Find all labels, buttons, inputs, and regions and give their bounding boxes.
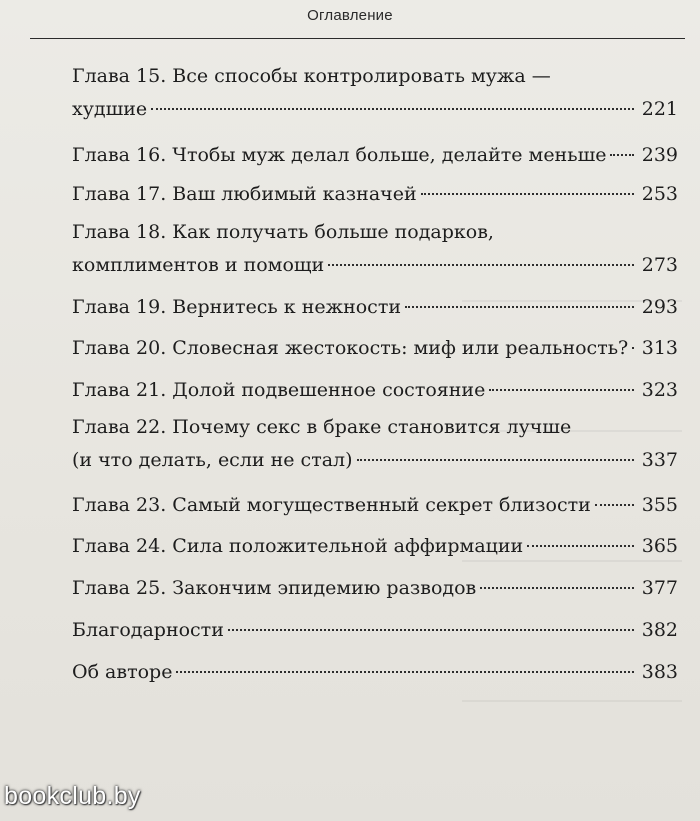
dot-leader: [421, 171, 634, 195]
toc-entry-title: (и что делать, если не стал): [72, 449, 353, 471]
dot-leader: [595, 482, 634, 506]
toc-page-number: 273: [641, 254, 678, 276]
toc-entry-chapter-15[interactable]: [72, 62, 678, 124]
dot-leader: [480, 565, 634, 589]
dot-leader: [151, 86, 634, 110]
toc-page-number: 293: [641, 296, 678, 318]
toc-entry-title: Глава 24. Сила положительной аффирмации: [72, 535, 524, 557]
toc-entry-title: Глава 23. Самый могущественный секрет близости: [72, 494, 591, 516]
toc-entry-chapter-21[interactable]: [72, 372, 678, 405]
toc-page-number: 365: [641, 535, 678, 557]
toc-page-number: 337: [641, 449, 678, 471]
toc-entry-chapter-24[interactable]: [72, 528, 678, 561]
toc-page-number: 377: [641, 577, 678, 599]
toc-entry-chapter-17[interactable]: [72, 176, 678, 209]
toc-entry-title: комплиментов и помощи: [72, 254, 325, 276]
toc-entry-chapter-16[interactable]: [72, 137, 678, 170]
dot-leader: [357, 437, 634, 461]
toc-page-number: 383: [641, 661, 678, 683]
toc-entry-title: Глава 16. Чтобы муж делал больше, делайте меньше: [72, 144, 607, 166]
toc-page-number: 221: [641, 98, 678, 120]
toc-entry-heading: Глава 15. Все способы контролировать мужа —: [72, 65, 551, 87]
dot-leader: [176, 649, 634, 673]
toc-entry-chapter-20[interactable]: [72, 330, 678, 363]
dot-leader: [632, 325, 634, 349]
toc-entry-chapter-18[interactable]: [72, 218, 678, 280]
toc-entry-title: Об авторе: [72, 661, 173, 683]
toc-entry-chapter-23[interactable]: [72, 487, 678, 520]
toc-entry-heading: Глава 22. Почему секс в браке становится лучше: [72, 416, 572, 438]
toc-entry-title: Глава 17. Ваш любимый казначей: [72, 183, 417, 205]
show-through-line: [462, 700, 682, 702]
toc-page-number: 355: [641, 494, 678, 516]
toc-entry-heading: Глава 18. Как получать больше подарков,: [72, 221, 494, 243]
toc-entry-about-author[interactable]: [72, 654, 678, 687]
dot-leader: [527, 523, 634, 547]
toc-entry-acknowledgements[interactable]: [72, 612, 678, 645]
toc-page-number: 239: [641, 144, 678, 166]
dot-leader: [610, 132, 634, 156]
toc-entry-title: худшие: [72, 98, 148, 120]
site-watermark: bookclub.by: [4, 782, 141, 810]
dot-leader: [489, 367, 634, 391]
toc-page-number: 253: [641, 183, 678, 205]
toc-page-number: 313: [641, 337, 678, 359]
toc-entry-title: Глава 20. Словесная жестокость: миф или реальность?: [72, 337, 629, 359]
header-rule: [30, 38, 685, 39]
toc-entry-title: Глава 19. Вернитесь к нежности: [72, 296, 401, 318]
toc-entry-chapter-25[interactable]: [72, 570, 678, 603]
toc-page-number: 323: [641, 379, 678, 401]
dot-leader: [228, 607, 634, 631]
toc-entry-title: Глава 21. Долой подвешенное состояние: [72, 379, 486, 401]
dot-leader: [328, 242, 634, 266]
toc-entry-title: Благодарности: [72, 619, 224, 641]
running-head: Оглавление: [307, 7, 393, 24]
toc-entry-title: Глава 25. Закончим эпидемию разводов: [72, 577, 477, 599]
dot-leader: [405, 284, 634, 308]
toc-entry-chapter-19[interactable]: [72, 289, 678, 322]
toc-page-number: 382: [641, 619, 678, 641]
toc-entry-chapter-22[interactable]: [72, 413, 678, 475]
